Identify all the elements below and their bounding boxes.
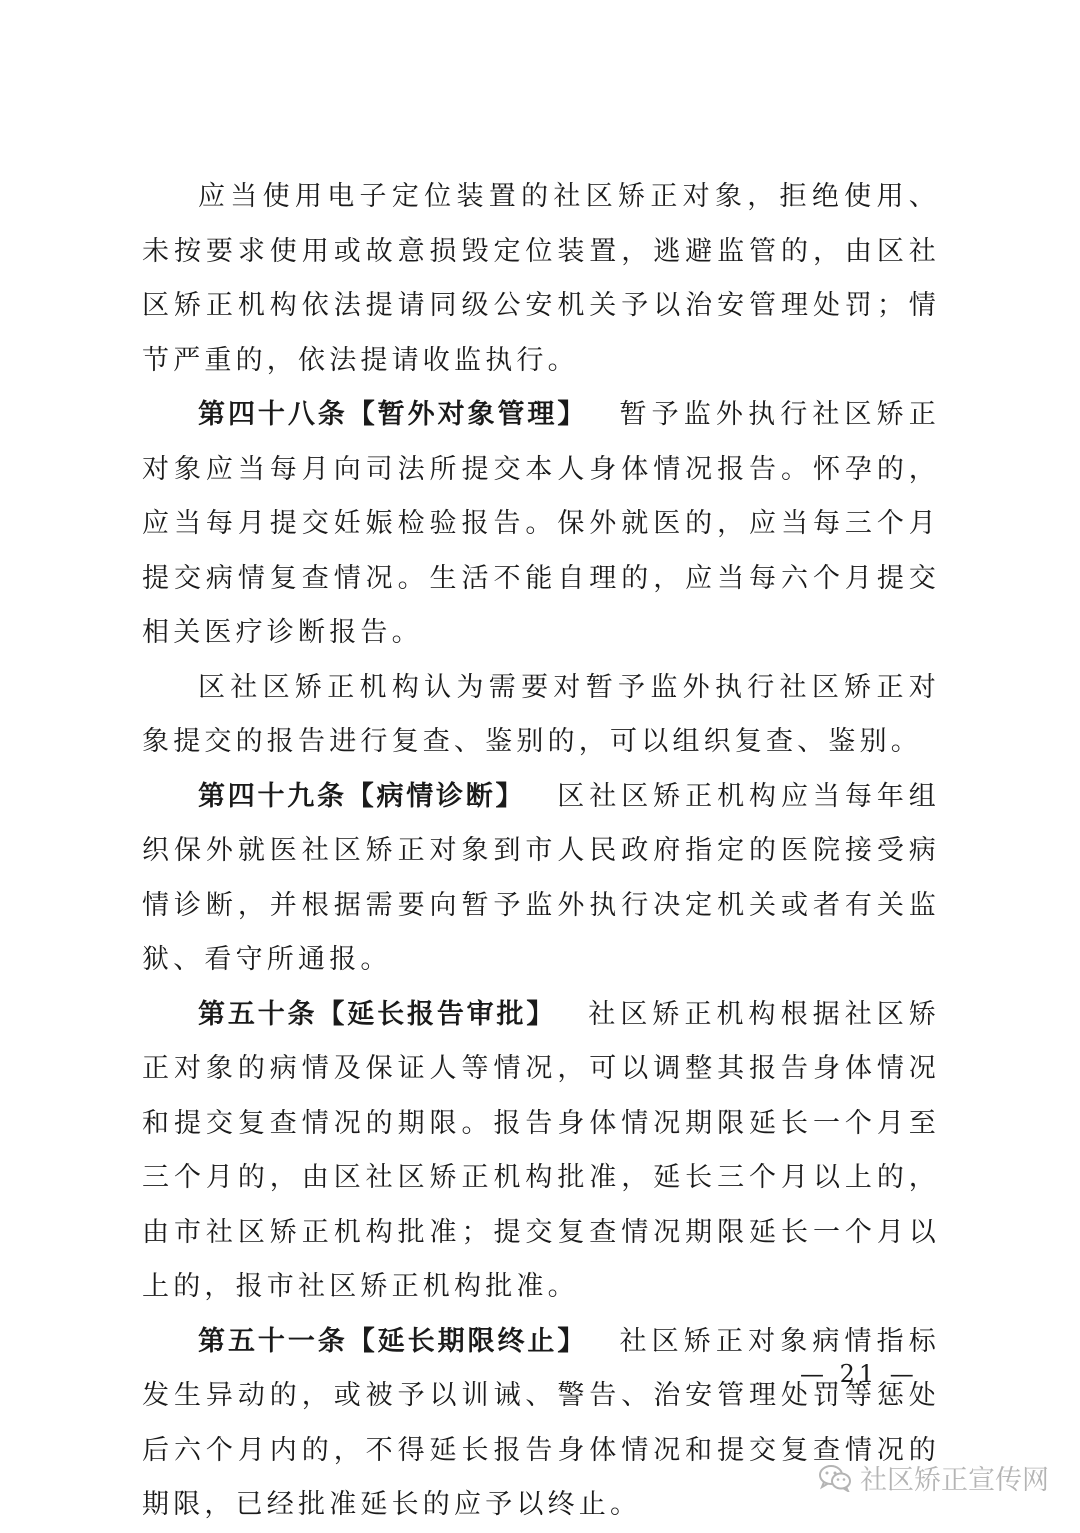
paragraph — [142, 170, 940, 388]
document-body — [142, 170, 940, 1533]
wechat-icon — [818, 1464, 852, 1492]
paragraph — [142, 988, 940, 1315]
paragraph-text: 社区矫正对象病情指标发生异动的，或被予以训诫、警告、治安管理处罚等惩处后六个月内的，不得延长报告身体情况和提交复查情况的期限，已经批准延长的应予以终止。 — [142, 1325, 941, 1520]
paragraph — [142, 661, 940, 770]
paragraph — [142, 770, 940, 988]
paragraph-text: 区社区矫正机构认为需要对暂予监外执行社区矫正对象提交的报告进行复查、鉴别的，可以组织复查、鉴别。 — [142, 671, 940, 757]
paragraph — [142, 1315, 940, 1533]
paragraph-text: 社区矫正机构根据社区矫正对象的病情及保证人等情况，可以调整其报告身体情况和提交复查情况的期限。报告身体情况期限延长一个月至三个月的，由区社区矫正机构批准，延长三个月以上的，由市社区矫正机构批准；提交复查情况期限延长一个月以上的，报市社区矫正机构批准。 — [142, 998, 941, 1302]
article-heading: 第五十条【延长报告审批】 — [198, 998, 557, 1030]
paragraph-text: 应当使用电子定位装置的社区矫正对象，拒绝使用、未按要求使用或故意损毁定位装置，逃避监管的，由区社区矫正机构依法提请同级公安机关予以治安管理处罚；情节严重的，依法提请收监执行。 — [142, 181, 940, 376]
article-heading: 第五十一条【延长期限终止】 — [198, 1325, 588, 1357]
article-heading: 第四十八条【暂外对象管理】 — [198, 399, 588, 430]
paragraph-text: 区社区矫正机构应当每年组织保外就医社区矫正对象到市人民政府指定的医院接受病情诊断，并根据需要向暂予监外执行决定机关或者有关监狱、看守所通报。 — [142, 780, 941, 975]
watermark — [818, 1458, 1049, 1497]
paragraph — [142, 388, 940, 661]
paragraph-text: 暂予监外执行社区矫正对象应当每月向司法所提交本人身体情况报告。怀孕的，应当每月提交妊娠检验报告。保外就医的，应当每三个月提交病情复查情况。生活不能自理的，应当每六个月提交相关医疗诊断报告。 — [142, 399, 941, 648]
page-number: — 21 — — [800, 1360, 918, 1388]
watermark-text: 社区矫正宣传网 — [860, 1465, 1049, 1496]
article-heading: 第四十九条【病情诊断】 — [198, 780, 526, 812]
